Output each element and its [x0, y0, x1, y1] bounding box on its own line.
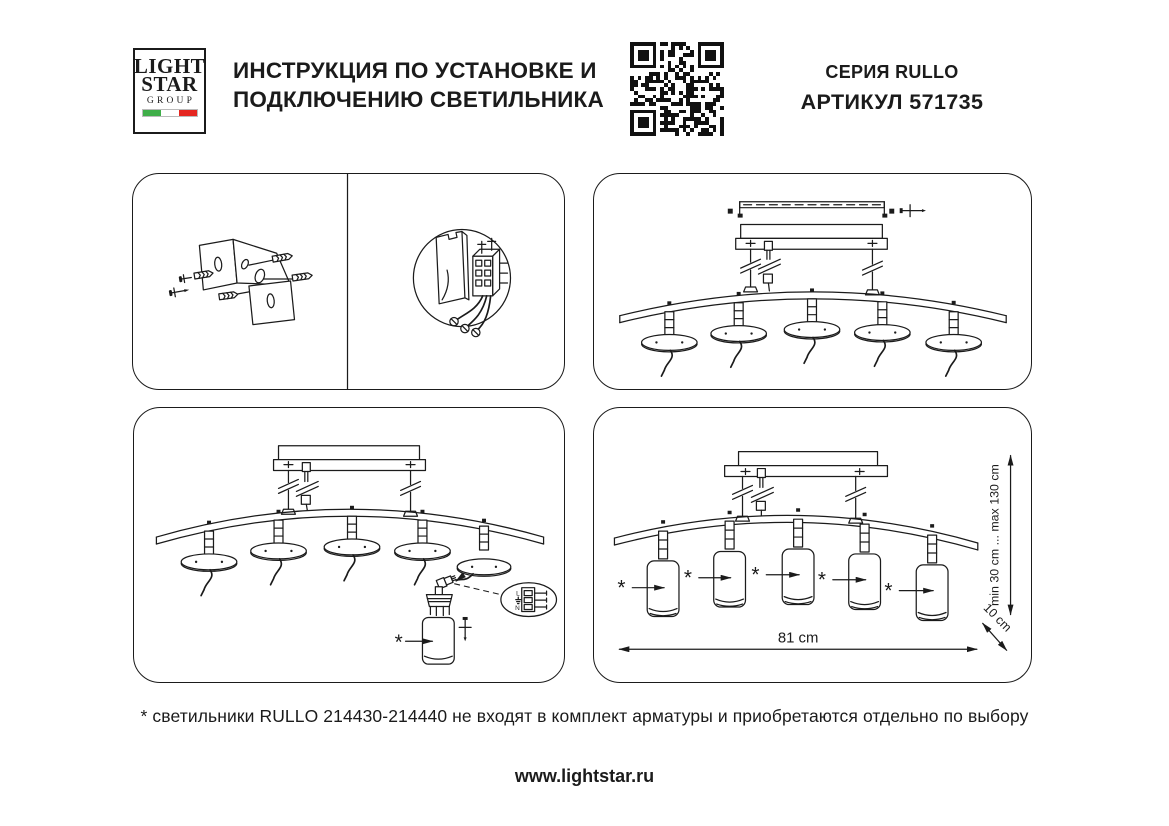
screw-icon — [168, 285, 190, 297]
detached-lamp-holder — [457, 559, 511, 576]
asterisk-mark: * — [817, 568, 826, 592]
qr-code — [630, 42, 724, 136]
lamp-holder — [395, 520, 451, 585]
wiring-detail-drawing — [413, 229, 510, 336]
italian-flag-icon — [142, 109, 198, 117]
lamp-holder — [251, 520, 307, 585]
lightstar-logo — [133, 48, 206, 134]
lamp-holders — [181, 516, 511, 595]
panel-steps-1-2 — [132, 173, 565, 390]
lamp-shade — [647, 531, 679, 616]
shade-assembly — [395, 573, 557, 664]
step-4-diagram — [134, 408, 564, 682]
lamp-holder — [855, 302, 910, 366]
series-label: СЕРИЯ RULLO — [825, 62, 959, 82]
screw-icon — [459, 617, 471, 641]
article-label: АРТИКУЛ 571735 — [800, 90, 984, 114]
title-line-2: ПОДКЛЮЧЕНИЮ СВЕТИЛЬНИКА — [233, 86, 604, 112]
terminal-label-l: L — [516, 590, 520, 598]
logo-word-group: GROUP — [146, 96, 196, 106]
screw-icon — [178, 274, 191, 284]
wall-plate — [436, 231, 465, 303]
ceiling-canopy — [725, 452, 888, 477]
panel-step-3 — [593, 173, 1032, 390]
lamp-shades — [647, 519, 948, 620]
terminal-label-n: N — [515, 605, 520, 613]
asterisk-mark: * — [751, 563, 760, 587]
width-dimension-label: 81 cm — [777, 630, 819, 647]
mounting-bracket-drawing — [168, 239, 312, 324]
depth-dimension-label: 10 cm — [980, 600, 1015, 635]
dimension-depth — [981, 601, 1015, 650]
logo-word-light: LIGHT — [133, 54, 206, 78]
lamp-holder — [784, 299, 839, 363]
lamp-shade — [849, 524, 881, 609]
lamp-shade — [916, 535, 948, 620]
lamp-holder — [181, 531, 237, 596]
step-1-2-diagram — [133, 174, 564, 389]
ceiling-canopy — [736, 225, 888, 250]
dimension-width — [619, 630, 976, 649]
panel-step-5 — [593, 407, 1032, 683]
terminal-detail — [501, 583, 557, 617]
wall-plug-icon — [292, 272, 312, 281]
logo-word-star: STAR — [141, 72, 198, 96]
panel-step-4 — [133, 407, 565, 683]
step-5-diagram — [594, 408, 1031, 682]
lamp-holder — [926, 312, 981, 376]
lamp-shade — [714, 521, 746, 607]
product-ids — [772, 62, 1012, 115]
lamp-holder — [324, 516, 380, 581]
page-title — [233, 57, 604, 114]
lamp-shade — [782, 519, 814, 604]
lamp-holder — [711, 303, 766, 367]
screw-icon — [900, 205, 926, 217]
footnote: * светильники RULLO 214430-214440 не входят в комплект арматуры и приобретаются отдельно по выбору — [140, 706, 1029, 726]
ceiling-strip — [728, 202, 894, 218]
step-3-diagram — [594, 174, 1031, 389]
website-url: www.lightstar.ru — [514, 766, 655, 786]
lamp-holder — [642, 312, 697, 376]
lamp-holders — [642, 299, 982, 376]
title-line-1: ИНСТРУКЦИЯ ПО УСТАНОВКЕ И — [233, 58, 597, 83]
height-dimension-label: min 30 cm ... max 130 cm — [987, 464, 1002, 607]
ceiling-canopy — [274, 446, 426, 471]
asterisk-mark: * — [884, 579, 893, 603]
dimension-height — [988, 456, 1011, 615]
wall-plug-icon — [219, 291, 238, 300]
asterisk-mark: * — [683, 566, 692, 590]
asterisk-mark: * — [617, 576, 626, 600]
asterisk-mark: * — [394, 631, 403, 655]
